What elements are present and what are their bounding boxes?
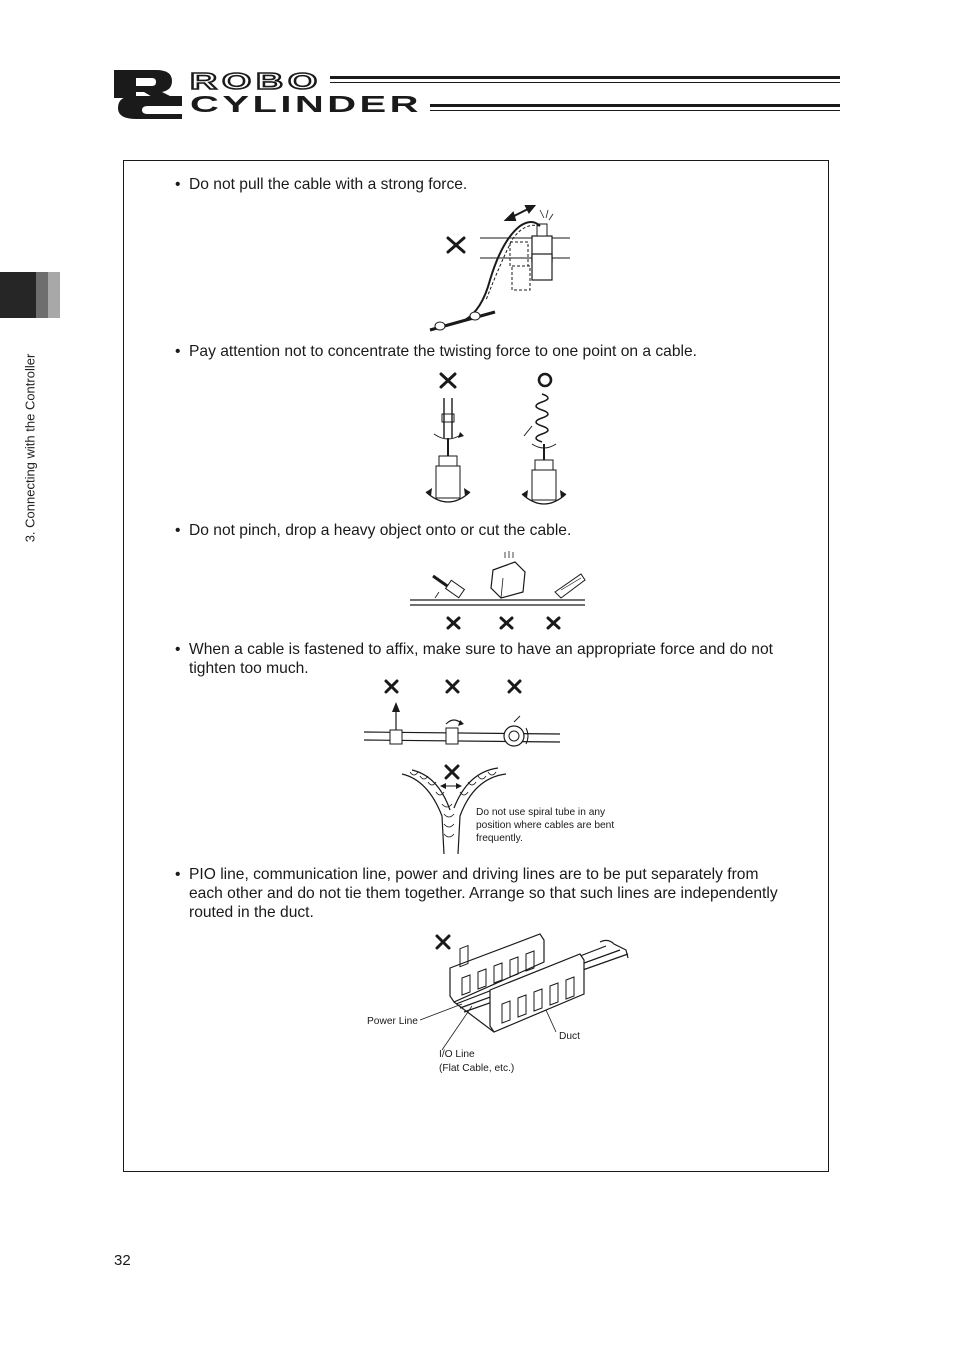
section-2-text: Pay attention not to concentrate the twisting force to one point on a cable.	[189, 343, 697, 360]
header-rule	[430, 110, 840, 111]
page-number: 32	[114, 1252, 131, 1269]
bullet: •	[175, 343, 181, 360]
bullet: •	[175, 522, 181, 539]
header-rule	[330, 76, 840, 79]
chapter-tab	[0, 272, 60, 318]
figure-twist-cable	[420, 368, 590, 516]
header-rule	[330, 82, 840, 83]
section-3-text: Do not pinch, drop a heavy object onto or cut the cable.	[189, 522, 572, 539]
bullet: •	[175, 176, 181, 193]
header-rule	[430, 104, 840, 107]
section-4-text-line1: When a cable is fastened to affix, make sure to have an appropriate force and do not	[189, 641, 773, 658]
bullet: •	[175, 641, 181, 658]
label-duct: Duct	[559, 1031, 580, 1042]
section-4-text-line2: tighten too much.	[189, 660, 309, 677]
bullet: •	[175, 866, 181, 883]
section-5-text-line1: PIO line, communication line, power and driving lines are to be put separately from	[189, 866, 759, 883]
spiral-note-line: position where cables are bent	[476, 819, 615, 831]
logo-top-text: ROBO	[190, 68, 322, 94]
figure-fasten-cable	[360, 676, 570, 756]
figure-duct	[420, 928, 632, 1032]
figure-pull-cable	[420, 200, 590, 335]
section-5-text-line2: each other and do not tie them together. Arrange so that such lines are independently	[189, 885, 778, 902]
section-1-text: Do not pull the cable with a strong force.	[189, 176, 468, 193]
section-5-text-line3: routed in the duct.	[189, 904, 314, 921]
label-io-line-sub: (Flat Cable, etc.)	[439, 1063, 515, 1074]
spiral-note	[476, 807, 614, 845]
logo-bottom-text: CYLINDER	[190, 91, 422, 117]
rc-logo-icon	[112, 68, 184, 120]
figure-pinch-cable	[405, 548, 590, 634]
label-io-line: I/O Line	[439, 1049, 475, 1060]
spiral-note-line: Do not use spiral tube in any	[476, 807, 606, 818]
label-power-line: Power Line	[367, 1016, 418, 1027]
spiral-note-line: frequently.	[476, 832, 523, 844]
chapter-label-text: 3. Connecting with the Controller	[22, 353, 38, 543]
